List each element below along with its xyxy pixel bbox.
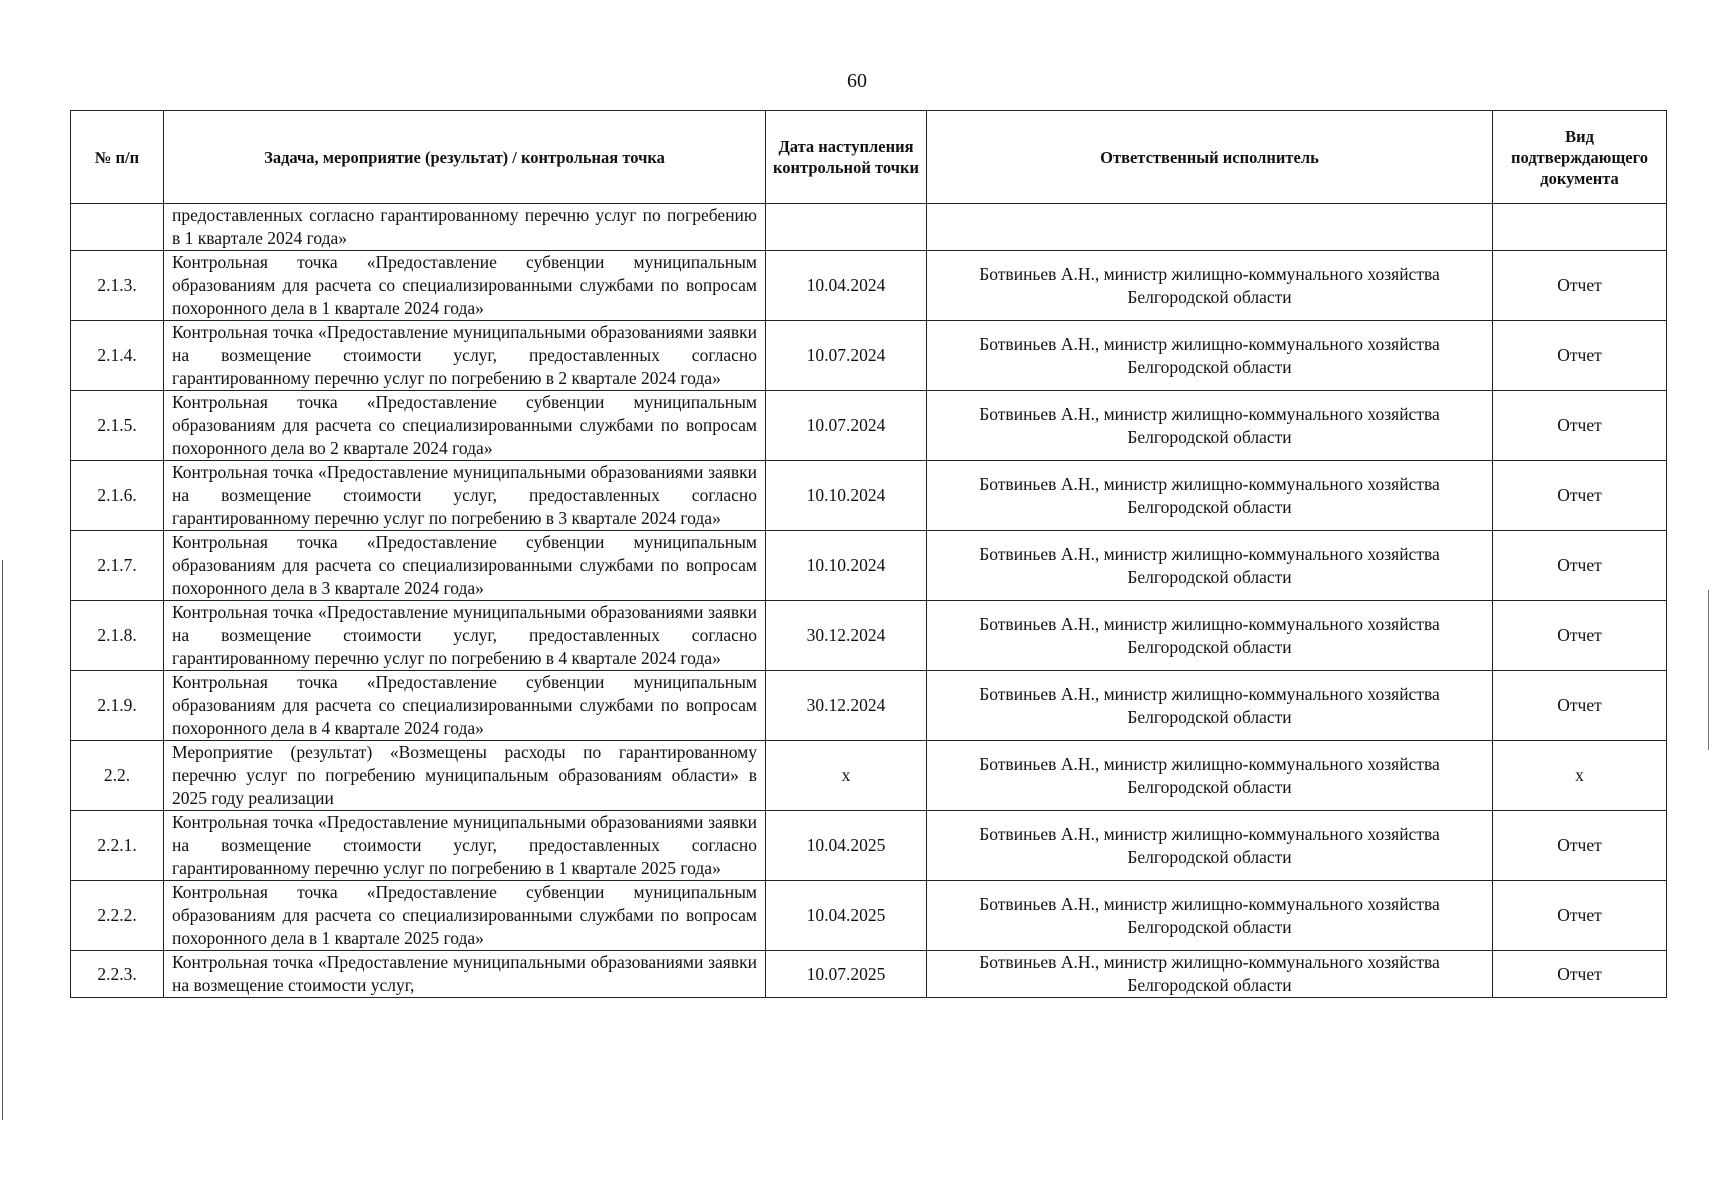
row-task: Контрольная точка «Предоставление субвенции муниципальным образованиям для расчета со специализированными службами по вопросам похоронного дела в 1 квартале 2025 года» — [164, 881, 766, 951]
row-task: Контрольная точка «Предоставление субвенции муниципальным образованиям для расчета со специализированными службами по вопросам похоронного дела в 3 квартале 2024 года» — [164, 531, 766, 601]
row-task: Контрольная точка «Предоставление муниципальными образованиями заявки на возмещение стоимости услуг, предоставленных согласно гарантированному перечню услуг по погребению в 2 квартале 2024 года» — [164, 321, 766, 391]
row-task: предоставленных согласно гарантированному перечню услуг по погребению в 1 квартале 2024 года» — [164, 204, 766, 251]
row-responsible: Ботвиньев А.Н., министр жилищно-коммунального хозяйства Белгородской области — [927, 951, 1493, 998]
row-responsible: Ботвиньев А.Н., министр жилищно-коммунального хозяйства Белгородской области — [927, 251, 1493, 321]
row-responsible: Ботвиньев А.Н., министр жилищно-коммунального хозяйства Белгородской области — [927, 321, 1493, 391]
row-date: 10.10.2024 — [766, 531, 927, 601]
row-task: Контрольная точка «Предоставление муниципальными образованиями заявки на возмещение стоимости услуг, — [164, 951, 766, 998]
row-num: 2.1.9. — [71, 671, 164, 741]
table-row — [71, 881, 1667, 951]
header-num: № п/п — [71, 111, 164, 204]
row-num: 2.1.8. — [71, 601, 164, 671]
table-row — [71, 811, 1667, 881]
row-num: 2.2.3. — [71, 951, 164, 998]
table-row — [71, 951, 1667, 998]
row-date: 10.04.2024 — [766, 251, 927, 321]
row-responsible: Ботвиньев А.Н., министр жилищно-коммунального хозяйства Белгородской области — [927, 811, 1493, 881]
row-num: 2.1.5. — [71, 391, 164, 461]
row-responsible: Ботвиньев А.Н., министр жилищно-коммунального хозяйства Белгородской области — [927, 391, 1493, 461]
row-date: 10.04.2025 — [766, 811, 927, 881]
row-date: 10.04.2025 — [766, 881, 927, 951]
row-num: 2.2.2. — [71, 881, 164, 951]
row-num: 2.2. — [71, 741, 164, 811]
header-date: Дата наступления контрольной точки — [766, 111, 927, 204]
row-num: 2.1.6. — [71, 461, 164, 531]
row-task: Контрольная точка «Предоставление муниципальными образованиями заявки на возмещение стоимости услуг, предоставленных согласно гарантированному перечню услуг по погребению в 3 квартале 2024 года» — [164, 461, 766, 531]
row-num — [71, 204, 164, 251]
row-responsible: Ботвиньев А.Н., министр жилищно-коммунального хозяйства Белгородской области — [927, 881, 1493, 951]
row-task: Контрольная точка «Предоставление субвенции муниципальным образованиям для расчета со специализированными службами по вопросам похоронного дела в 4 квартале 2024 года» — [164, 671, 766, 741]
header-responsible: Ответственный исполнитель — [927, 111, 1493, 204]
row-num: 2.1.3. — [71, 251, 164, 321]
row-num: 2.1.7. — [71, 531, 164, 601]
table-row — [71, 251, 1667, 321]
row-date: х — [766, 741, 927, 811]
row-doc: Отчет — [1493, 951, 1667, 998]
plan-table — [70, 110, 1667, 998]
row-doc: Отчет — [1493, 391, 1667, 461]
table-row — [71, 671, 1667, 741]
row-doc: Отчет — [1493, 881, 1667, 951]
row-doc: Отчет — [1493, 251, 1667, 321]
row-responsible: Ботвиньев А.Н., министр жилищно-коммунального хозяйства Белгородской области — [927, 741, 1493, 811]
row-doc: Отчет — [1493, 531, 1667, 601]
row-task: Мероприятие (результат) «Возмещены расходы по гарантированному перечню услуг по погребению муниципальным образованиям области» в 2025 году реализации — [164, 741, 766, 811]
row-date: 10.07.2024 — [766, 391, 927, 461]
row-date: 30.12.2024 — [766, 601, 927, 671]
row-responsible: Ботвиньев А.Н., министр жилищно-коммунального хозяйства Белгородской области — [927, 601, 1493, 671]
page-number: 60 — [847, 70, 867, 92]
row-doc: х — [1493, 741, 1667, 811]
row-responsible — [927, 204, 1493, 251]
scan-edge-line-right — [1708, 590, 1709, 750]
table-row — [71, 204, 1667, 251]
row-responsible: Ботвиньев А.Н., министр жилищно-коммунального хозяйства Белгородской области — [927, 531, 1493, 601]
row-date: 10.10.2024 — [766, 461, 927, 531]
table-row — [71, 461, 1667, 531]
row-responsible: Ботвиньев А.Н., министр жилищно-коммунального хозяйства Белгородской области — [927, 461, 1493, 531]
row-date: 10.07.2025 — [766, 951, 927, 998]
row-doc — [1493, 204, 1667, 251]
row-doc: Отчет — [1493, 671, 1667, 741]
row-date: 10.07.2024 — [766, 321, 927, 391]
row-task: Контрольная точка «Предоставление муниципальными образованиями заявки на возмещение стоимости услуг, предоставленных согласно гарантированному перечню услуг по погребению в 1 квартале 2025 года» — [164, 811, 766, 881]
table-row — [71, 601, 1667, 671]
row-doc: Отчет — [1493, 321, 1667, 391]
row-date: 30.12.2024 — [766, 671, 927, 741]
row-num: 2.1.4. — [71, 321, 164, 391]
table-row — [71, 741, 1667, 811]
table-header-row — [71, 111, 1667, 204]
row-task: Контрольная точка «Предоставление субвенции муниципальным образованиям для расчета со специализированными службами по вопросам похоронного дела во 2 квартале 2024 года» — [164, 391, 766, 461]
row-date — [766, 204, 927, 251]
table-row — [71, 321, 1667, 391]
table-row — [71, 391, 1667, 461]
row-doc: Отчет — [1493, 461, 1667, 531]
scan-edge-line — [2, 560, 3, 1120]
row-task: Контрольная точка «Предоставление субвенции муниципальным образованиям для расчета со специализированными службами по вопросам похоронного дела в 1 квартале 2024 года» — [164, 251, 766, 321]
table-row — [71, 531, 1667, 601]
header-doc: Вид подтверждающего документа — [1493, 111, 1667, 204]
row-responsible: Ботвиньев А.Н., министр жилищно-коммунального хозяйства Белгородской области — [927, 671, 1493, 741]
row-num: 2.2.1. — [71, 811, 164, 881]
row-doc: Отчет — [1493, 601, 1667, 671]
row-task: Контрольная точка «Предоставление муниципальными образованиями заявки на возмещение стоимости услуг, предоставленных согласно гарантированному перечню услуг по погребению в 4 квартале 2024 года» — [164, 601, 766, 671]
header-task: Задача, мероприятие (результат) / контрольная точка — [164, 111, 766, 204]
row-doc: Отчет — [1493, 811, 1667, 881]
